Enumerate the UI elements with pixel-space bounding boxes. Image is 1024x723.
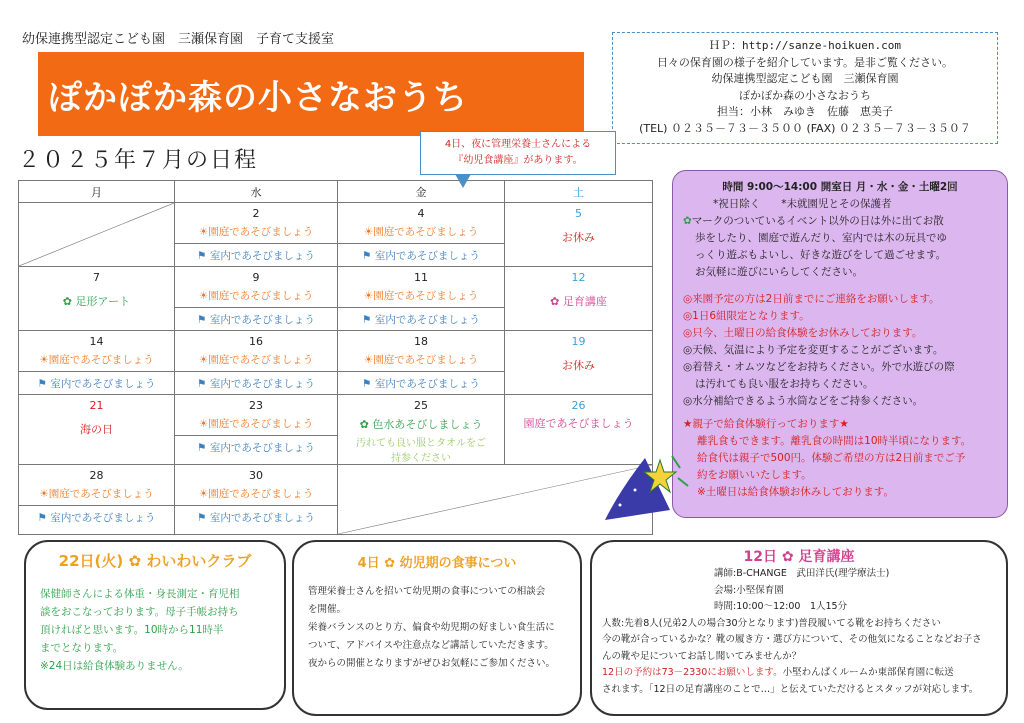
info-rule: は汚れても良い服をお持ちください。: [695, 378, 874, 390]
lunch-heading: ★親子で給食体験行っております★: [683, 418, 849, 430]
event-outdoor: ☀園庭であそびましょう: [198, 354, 314, 366]
clover-icon: ✿: [384, 556, 396, 571]
clover-icon: ✿: [683, 215, 692, 227]
day-number: 12: [571, 271, 586, 284]
calendar-cell[interactable]: [175, 465, 338, 535]
calendar-cell[interactable]: [175, 267, 338, 331]
day-number: 26: [571, 399, 586, 412]
event-special: ✿ 色水あそびしましょう: [359, 418, 483, 431]
header-sat: 土: [505, 181, 653, 203]
event-indoor: ⚑ 室内であそびましょう: [175, 307, 337, 327]
calendar-cell[interactable]: [338, 331, 505, 395]
callout-tail: [455, 174, 471, 188]
event-panel-food: [292, 540, 582, 716]
info-rule: ◎只今、土曜日の給食体験をお休みしております。: [683, 327, 923, 339]
day-number: 21: [89, 399, 104, 412]
info-rule: ◎着替え・オムツなどをお持ちください。外で水遊びの際: [683, 361, 955, 373]
day-number: 19: [571, 335, 586, 348]
event-closed: お休み: [562, 359, 595, 372]
day-number: 5: [575, 207, 582, 220]
event-indoor: ⚑ 室内であそびましょう: [175, 371, 337, 391]
info-line: っくり遊ぶもよいし、好きな遊びをして過ごせます。: [695, 249, 947, 261]
calendar-cell[interactable]: [19, 267, 175, 331]
event-indoor: ⚑ 室内であそびましょう: [338, 371, 504, 391]
panel-body: 保健師さんによる体重・身長測定・育児相 談をおこなっております。母子手帳お持ち 頂ければと思います。10時から11時半 までとなります。 ※24日は給食体験ありません。: [40, 588, 240, 672]
panel-body: 講師:B-CHANGE 武田洋氏(理学療法士) 会場:小堅保育園 時間:10:00～12:00 1人15分 人数:先着8人(兄弟2人の場合30分となります)普段履いてる靴をお持ちください 今の靴が合っているかな？靴の履き方・選び方について、その他気になることなどお子さ んの靴や足についてお話し聞いてみませんか？ 12日の予約は73－2330にお願いします。小堅わんぱくルームか東部保育園に転送 されます。「12日の足育講座のことで…」と伝えていただけるとスタッフが対応します。: [602, 568, 982, 695]
schedule-title: ２０２５年７月の日程: [18, 148, 259, 173]
homepage-link[interactable]: ＨＰ：http://sanze-hoikuen.com: [709, 39, 901, 52]
event-indoor: ⚑ 室内であそびましょう: [338, 243, 504, 263]
flag-icon: ⚑: [197, 314, 210, 326]
day-number: 7: [93, 271, 100, 284]
flag-icon: ⚑: [197, 250, 210, 262]
callout-line: 4日、夜に管理栄養士さんによる: [444, 139, 592, 150]
banner-title: ぽかぽか森の小さなおうち: [48, 77, 468, 118]
panel-body: 管理栄養士さんを招いて幼児期の食事についての相談会 を開催。 栄養バランスのとり方、偏食や幼児期の好ましい食生活に ついて、アドバイスや注意点など講話していただきます。 夜からの開催となりますがぜひお気軽にご参加ください。: [308, 586, 556, 669]
contact-line: 日々の保育園の様子を紹介しています。是非ご覧ください。: [656, 55, 954, 69]
contact-line: 担当：小林 みゆき 佐藤 恵美子: [717, 105, 893, 118]
org-name: 幼保連携型認定こども園 三瀬保育園 子育て支援室: [22, 32, 335, 47]
event-outdoor: ☀園庭であそびましょう: [198, 418, 314, 430]
clover-icon: ✿: [62, 295, 76, 308]
flag-icon: ⚑: [362, 378, 375, 390]
calendar-cell-empty: [19, 203, 175, 267]
lunch-line: 給食代は親子で500円。体験ご希望の方は2日前までご予: [697, 452, 966, 464]
info-rule: ◎1日6組限定となります。: [683, 310, 810, 322]
flag-icon: ⚑: [362, 250, 375, 262]
day-number: 23: [249, 399, 263, 412]
day-number: 28: [89, 469, 104, 482]
flag-icon: ⚑: [37, 512, 51, 524]
calendar-cell[interactable]: [19, 331, 175, 395]
event-special: ✿ 足形アート: [62, 295, 131, 308]
panel-title: 12日 ✿ 足育講座: [743, 549, 855, 565]
event-outdoor: ☀園庭であそびましょう: [39, 488, 154, 500]
event-indoor: ⚑ 室内であそびましょう: [19, 505, 174, 525]
callout-note: [420, 131, 616, 175]
event-special: ✿ 足育講座: [550, 295, 607, 308]
contact-box: [612, 32, 998, 144]
calendar-cell[interactable]: [175, 203, 338, 267]
event-indoor: ⚑ 室内であそびましょう: [175, 435, 337, 455]
calendar-cell[interactable]: [338, 267, 505, 331]
calendar-cell[interactable]: [505, 203, 653, 267]
clover-icon: ✿: [781, 549, 794, 565]
day-number: 4: [417, 207, 425, 220]
calendar-table: [18, 180, 653, 535]
info-rule: ◎水分補給できるよう水筒などをご持参ください。: [683, 395, 924, 407]
day-number: 9: [252, 271, 260, 284]
day-number: 30: [249, 469, 263, 482]
flag-icon: ⚑: [37, 378, 51, 390]
event-note: 汚れても良い服とタオルをご: [356, 438, 486, 449]
calendar-cell[interactable]: [505, 267, 653, 331]
event-outdoor: ☀園庭であそびましょう: [198, 290, 314, 302]
empty-cell-slash: [19, 203, 174, 266]
lunch-line: 約をお願いいたします。: [697, 469, 812, 481]
calendar-cell[interactable]: [19, 395, 175, 465]
info-line: ✿マークのついているイベント以外の日は外に出てお散: [683, 215, 944, 227]
day-number: 11: [414, 271, 428, 284]
panel-title: 22日(火) ✿ わいわいクラブ: [58, 552, 252, 570]
flag-icon: ⚑: [197, 378, 210, 390]
panel-title: 4日 ✿ 幼児期の食事につい: [357, 556, 517, 571]
event-closed: お休み: [562, 231, 595, 244]
event-outdoor: ☀園庭であそびましょう: [363, 226, 479, 238]
clover-icon: ✿: [550, 295, 563, 308]
day-number: 2: [252, 207, 260, 220]
event-outdoor: ☀園庭であそびましょう: [39, 354, 154, 366]
day-number: 14: [89, 335, 104, 348]
day-number: 16: [249, 335, 263, 348]
event-panel-waiwai: [24, 540, 286, 710]
flag-icon: ⚑: [197, 512, 210, 524]
event-indoor: ⚑ 室内であそびましょう: [19, 371, 174, 391]
lunch-line: 離乳食もできます。離乳食の時間は10時半頃になります。: [697, 435, 972, 447]
contact-line: ぽかぽか森の小さなおうち: [739, 88, 871, 102]
event-note: 持参ください: [391, 453, 451, 464]
info-hours: 時間 9:00～14:00 開室日 月・水・金・土曜2回: [722, 181, 958, 193]
event-outdoor: ☀園庭であそびましょう: [198, 226, 314, 238]
clover-icon: ✿: [128, 552, 142, 570]
flag-icon: ⚑: [362, 314, 375, 326]
contact-line: 幼保連携型認定こども園 三瀬保育園: [711, 72, 899, 85]
day-number: 25: [414, 399, 428, 412]
calendar-cell[interactable]: [505, 331, 653, 395]
calendar-cell[interactable]: [175, 395, 338, 465]
event-indoor: ⚑ 室内であそびましょう: [175, 505, 337, 525]
calendar-cell[interactable]: [175, 331, 338, 395]
event-indoor: ⚑ 室内であそびましょう: [338, 307, 504, 327]
calendar-cell[interactable]: [338, 395, 505, 465]
event-outdoor: ☀園庭であそびましょう: [363, 354, 479, 366]
flag-icon: ⚑: [197, 442, 210, 454]
info-line: 歩をしたり、園庭で遊んだり、室内では木の玩具でゆ: [695, 232, 947, 244]
lunch-line: ※土曜日は給食体験お休みしております。: [697, 486, 894, 498]
calendar-cell[interactable]: [338, 203, 505, 267]
header-fri: 金: [338, 181, 505, 203]
day-number: 18: [414, 335, 428, 348]
calendar-cell[interactable]: [19, 465, 175, 535]
info-box: [672, 170, 1008, 518]
event-outdoor: ☀園庭であそびましょう: [363, 290, 479, 302]
event-holiday: 海の日: [80, 423, 113, 436]
info-rule: ◎来園予定の方は2日前までにご連絡をお願いします。: [683, 293, 940, 305]
event-outdoor: ☀園庭であそびましょう: [198, 488, 314, 500]
event-panel-footcare: [590, 540, 1008, 716]
page-banner: [38, 52, 584, 136]
info-rule: ◎天候、気温により予定を変更することがございます。: [683, 344, 944, 356]
contact-phone: (TEL) ０２３５－７３－３５００ (FAX) ０２３５－７３－３５０７: [639, 121, 971, 135]
event-outdoor: 園庭であそびましょう: [523, 417, 634, 430]
clover-icon: ✿: [359, 418, 373, 431]
callout-line: 『幼児食講座』があります。: [453, 155, 583, 166]
event-indoor: ⚑ 室内であそびましょう: [175, 243, 337, 263]
info-line: お気軽に遊びにいらしてください。: [695, 266, 863, 278]
header-mon: 月: [19, 181, 175, 203]
star-wand-illustration: [600, 450, 690, 525]
info-line: *祝日除く *未就園児とその保護者: [713, 198, 892, 210]
header-wed: 水: [175, 181, 338, 203]
